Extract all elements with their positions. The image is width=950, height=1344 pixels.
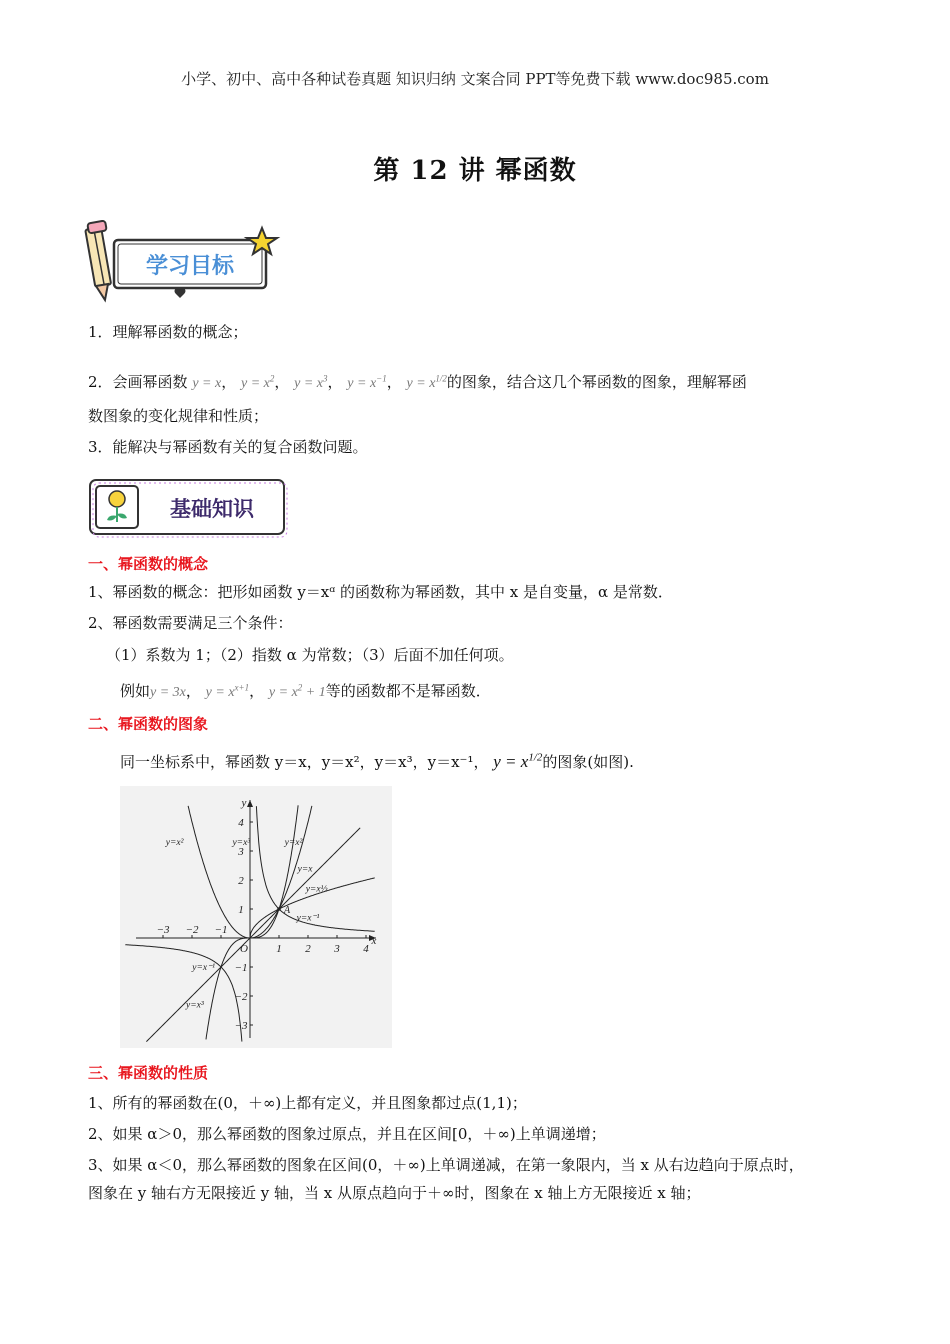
- objective-2: 2．会画幂函数 y = x， $y = x^2$， $y = x^3$， $y = x^{-1}$， $y = x^{1/2}$的图象，结合这几个幂函数的图象，理解幂函: [88, 373, 747, 391]
- curve-label: y=x²: [165, 838, 184, 849]
- x-axis-label: x: [371, 935, 377, 947]
- y-axis-arrow: [247, 800, 253, 807]
- section1-line3: （1）系数为 1；（2）指数 α 为常数；（3）后面不加任何项。: [106, 646, 514, 664]
- section2-line1: 同一坐标系中，幂函数 y＝x，y＝x²，y＝x³，y＝x⁻¹， $y = x^{1/2}$的图象(如图).: [120, 751, 634, 771]
- pencil-icon: [85, 221, 111, 300]
- section3-line3: 3、如果 α＜0，那么幂函数的图象在区间(0，＋∞)上单调递减，在第一象限内，当 x 从右边趋向于原点时，: [88, 1156, 804, 1174]
- y-tick-label: −1: [234, 962, 248, 974]
- section3-line4: 图象在 y 轴右方无限接近 y 轴，当 x 从原点趋向于＋∞时，图象在 x 轴上方无限接近 x 轴；: [88, 1184, 701, 1202]
- x-tick-label: −1: [214, 924, 228, 936]
- power-functions-graph: [120, 786, 392, 1048]
- y-tick-label: 3: [238, 846, 244, 858]
- curve-label: y=x⁻¹: [192, 962, 215, 973]
- objective-1: 1．理解幂函数的概念；: [88, 323, 248, 341]
- objective-2-line2: 数图象的变化规律和性质；: [88, 407, 269, 425]
- x-tick-label: 4: [363, 943, 369, 955]
- origin-label: O: [240, 943, 248, 955]
- curve-label: y=x³: [232, 838, 251, 849]
- y-tick-label: −3: [234, 1020, 248, 1032]
- x-tick-label: 1: [276, 943, 282, 955]
- point-a-label: A: [283, 905, 291, 916]
- curve-y-xinv-neg: [125, 945, 242, 1042]
- x-tick-label: −3: [156, 924, 170, 936]
- point-a: [277, 907, 281, 911]
- curve-label: y=x⁻¹: [296, 913, 320, 924]
- objectives-badge-label: 学习目标: [145, 254, 235, 279]
- x-tick-label: 3: [334, 943, 340, 955]
- section3-heading: 三、幂函数的性质: [88, 1064, 209, 1082]
- curve-y-xinv-pos: [256, 806, 374, 931]
- curve-y-x: [146, 828, 360, 1042]
- y-tick-label: 1: [238, 904, 244, 916]
- curve-label: y=x½: [305, 884, 328, 895]
- section3-line1: 1、所有的幂函数在(0，＋∞)上都有定义，并且图象都过点(1,1)；: [88, 1094, 527, 1112]
- x-tick-label: −2: [185, 924, 199, 936]
- y-axis-label: y: [241, 797, 247, 809]
- curve-label: y=x²: [284, 838, 303, 849]
- section3-line2: 2、如果 α＞0，那么幂函数的图象过原点，并且在区间[0，＋∞)上单调递增；: [88, 1125, 606, 1143]
- graph-svg: [120, 786, 392, 1048]
- y-tick-label: −2: [234, 991, 248, 1003]
- section1-line1: 1、幂函数的概念：把形如函数 y＝xᵅ 的函数称为幂函数，其中 x 是自变量，α 是常数．: [88, 583, 673, 601]
- knowledge-badge-label: 基础知识: [170, 497, 254, 521]
- objective-3: 3．能解决与幂函数有关的复合函数问题。: [88, 438, 368, 456]
- section1-line2: 2、幂函数需要满足三个条件：: [88, 614, 293, 632]
- y-tick-label: 4: [238, 817, 244, 829]
- x-tick-label: 2: [305, 943, 311, 955]
- curve-label: y=x³: [186, 1000, 204, 1011]
- y-tick-label: 2: [238, 875, 244, 887]
- page-header: 小学、初中、高中各种试卷真题 知识归纳 文案合同 PPT等免费下载 www.doc985.com: [181, 70, 769, 88]
- page-title: 第 12 讲 幂函数: [373, 156, 577, 186]
- knowledge-badge: [88, 476, 288, 538]
- section1-heading: 一、幂函数的概念: [88, 555, 209, 573]
- curve-label: y=x: [297, 864, 313, 875]
- section2-heading: 二、幂函数的图象: [88, 715, 209, 733]
- objectives-badge: [82, 216, 282, 306]
- section1-line4: 例如y = 3x， $y = x^{x+1}$， $y = x^2 + 1$等的函数都不是幂函数．: [120, 682, 491, 700]
